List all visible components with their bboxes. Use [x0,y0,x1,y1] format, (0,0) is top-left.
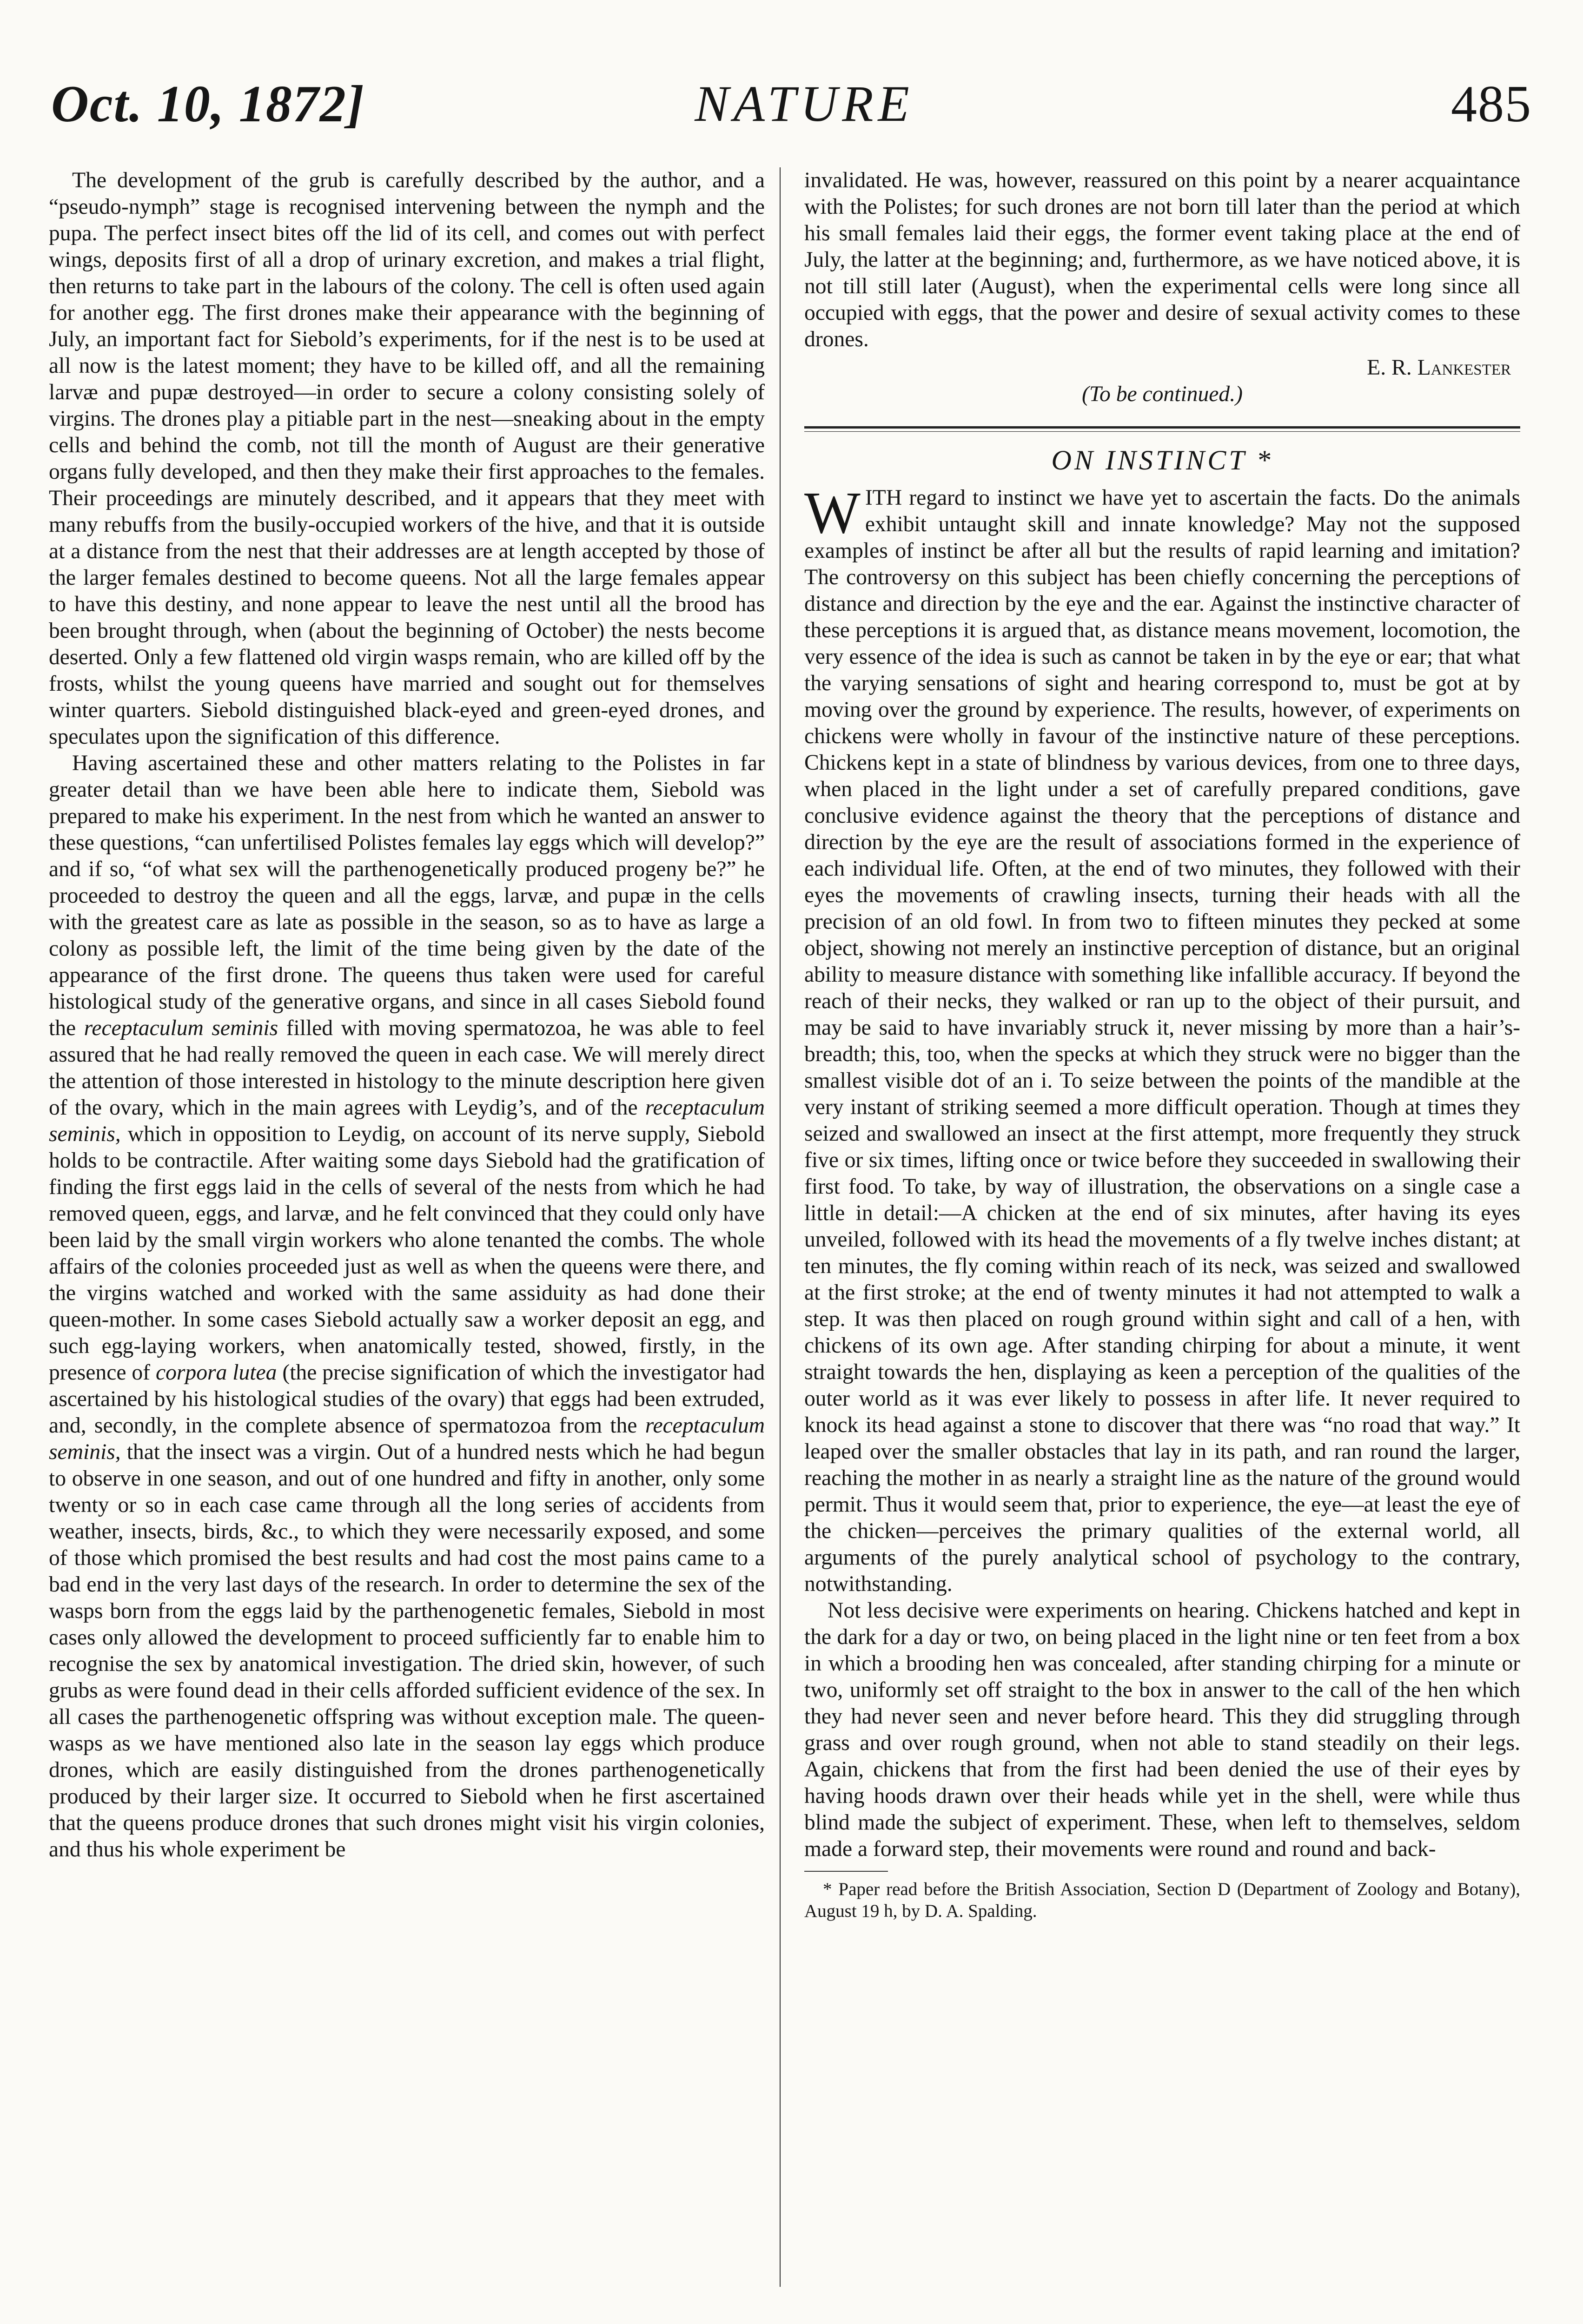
drop-cap: W [804,480,861,546]
page-number: 485 [1451,75,1532,133]
article-title: ON INSTINCT * [1051,445,1273,475]
italic-term: receptaculum seminis [84,1016,278,1040]
author-signature: E. R. Lankester [1367,356,1511,380]
running-head [0,56,1583,149]
footnote: * Paper read before the British Association, Section D (Department of Zoology and Botany), August 19 h, by D. A. Spalding. [804,1879,1520,1921]
footnote-rule [804,1871,888,1872]
left-paragraph-2 [49,750,765,1863]
text-run: The development of the grub is carefully described by the author, and a “pseudo-nymph” stage is recognised intervening between the nymph and the pupa. The perfect insect bites off the lid of its cell, and comes out with perfect wings, deposits first of all a drop of urinary excretion, and makes a trial flight, then returns to take part in the labours of the colony. The cell is often used again for another egg. The first drones make their appearance with the beginning of July, an important fact for Siebold’s experiments, for if the nest is to be used at all now is the latest moment; they have to be killed off, and all the remaining larvæ and pupæ destroyed—in order to secure a colony consisting solely of virgins. The drones play a pitiable part in the nest—sneaking about in the empty cells and behind the comb, not till the month of August are their generative organs fully developed, and then they make their first approaches to the females. Their proceedings are minutely described, and it appears that they meet with many rebuffs from the busily-occupied workers of the hive, and that it is outside at a distance from the nest that their addresses are at length accepted by those of the larger females destined to become queens. Not all the large females appear to have this destiny, and none appear to leave the nest until all the brood has been brought through, when (about the beginning of October) the nests become deserted. Only a few flattened old virgin wasps remain, who are killed off by the frosts, whilst the young queens have married and sought out for themselves winter quarters. Siebold distinguished black-eyed and green-eyed drones, and speculates upon the signification of this difference. [49,168,765,749]
text-run: (the precise signification of which the investigator had ascertained by his histological studies of the ovary) that eggs had been extruded, and, secondly, in the complete absence of spermatozoa from the [49,1360,765,1438]
italic-term: receptaculum seminis, [49,1413,765,1464]
article-paragraph-1 [804,480,1520,1598]
left-paragraph-1 [49,167,765,750]
italic-term: receptaculum seminis, [49,1096,765,1146]
text-run: which in opposition to Leydig, on account of its nerve supply, Siebold holds to be contractile. After waiting some days Siebold had the gratification of finding the first eggs laid in the cells of several of the nests from which he had removed queen, eggs, and larvæ, and he felt convinced that they could only have been laid by the small virgin workers who alone tenanted the combs. The whole affairs of the colonies proceeded just as well as when the queens were there, and the virgins watched and worked with the same assiduity as had done their queen-mother. In some cases Siebold actually saw a worker deposit an egg, and such egg-laying workers, when anatomically tested, showed, firstly, in the presence of [49,1122,765,1385]
italic-term: corpora lutea [155,1360,277,1385]
text-run: filled with moving spermatozoa, he was able to feel assured that he had really removed the queen in each case. We will merely direct the attention of those interested in histology to the minute description here given of the ovary, which in the main agrees with Leydig’s, and of the [49,1016,765,1120]
article-paragraph-1-text: ITH regard to instinct we have yet to ascertain the facts. Do the animals exhibit untaught skill and innate knowledge? May not the supposed examples of instinct be after all but the results of rapid learning and imitation? The controversy on this subject has been chiefly concerning the perceptions of distance and direction by the eye and the ear. Against the instinctive character of these perceptions it is argued that, as distance means movement, locomotion, the very essence of the idea is such as cannot be taken in by the eye or ear; that what the varying sensations of sight and hearing correspond to, must be got at by moving over the ground by experience. The results, however, of experiments on chickens were wholly in favour of the instinctive nature of these perceptions. Chickens kept in a state of blindness by various devices, from one to three days, when placed in the light under a set of carefully prepared conditions, gave conclusive evidence against the theory that the perceptions of distance and direction by the eye are the result of associations formed in the experience of each individual life. Often, at the end of two minutes, they followed with their eyes the movements of crawling insects, turning their heads with all the precision of an old fowl. In from two to fifteen minutes they pecked at some object, showing not merely an instinctive perception of distance, but an original ability to measure distance with something like infallible accuracy. If beyond the reach of their necks, they walked or ran up to the object of their pursuit, and may be said to have invariably struck it, never missing by more than a hair’s-breadth; this, too, when the specks at which they struck were no bigger than the smallest visible dot of an i. To seize between the points of the mandible at the very instant of striking seemed a more difficult operation. Though at times they seized and swallowed an insect at the first attempt, more frequently they struck five or six times, lifting once or twice before they succeeded in swallowing their first food. To take, by way of illustration, the observations on a single case a little in detail:—A chicken at the end of six minutes, after having its eyes unveiled, followed with its head the movements of a fly twelve inches distant; at ten minutes, the fly coming within reach of its neck, was seized and swallowed at the first stroke; at the end of twenty minutes it had not attempted to walk a step. It was then placed on rough ground within sight and call of a hen, with chickens of its own age. After standing chirping for about a minute, it went straight towards the hen, displaying as keen a perception of the qualities of the outer world as it was ever likely to possess in after life. It never required to knock its head against a stone to discover that there was “no road that way.” It leaped over the smaller obstacles that lay in its path, and ran round the larger, reaching the mother in as nearly a straight line as the nature of the ground would permit. Thus it would seem that, prior to experience, the eye—at least the eye of the chicken—perceives the primary qualities of the external world, all arguments of the purely analytical school of psychology to the contrary, notwithstanding. [804,486,1520,1596]
continued-paragraph: invalidated. He was, however, reassured on this point by a nearer acquaintance with the Polistes; for such drones are not born till later than the period at which his small females laid their eggs, the former event taking place at the end of July, the latter at the beginning; and, furthermore, as we have noticed above, it is not till still later (August), when the experimental cells were long since all occupied with eggs, that the power and desire of sexual activity comes to these drones. [804,168,1520,351]
section-divider [804,426,1520,432]
journal-title: NATURE [695,75,914,132]
right-column [804,167,1520,1922]
to-be-continued-note: (To be continued.) [1082,382,1243,406]
left-column [49,167,765,1863]
text-run: that the insect was a virgin. Out of a hundred nests which he had begun to observe in one season, and out of one hundred and fifty in another, only some twenty or so in each case came through all the long series of accidents from weather, insects, birds, &c., to which they were necessarily exposed, and some of those which promised the best results and had cost the most pains came to a bad end in the very last days of the research. In order to determine the sex of the wasps born from the eggs laid by the parthenogenetic females, Siebold in most cases only allowed the development to proceed sufficiently far to enable him to recognise the sex by anatomical investigation. The dried skin, however, of such grubs as were found dead in their cells afforded sufficient evidence of the sex. In all cases the parthenogenetic offspring was without exception male. The queen-wasps as we have mentioned also late in the season lay eggs which produce drones, which are easily distinguished from the drones parthenogenetically produced by their larger size. It occurred to Siebold when he first ascertained that the queens produce drones that such drones might visit his virgin colonies, and thus his whole experiment be [49,1440,765,1862]
text-run: Having ascertained these and other matters relating to the Polistes in far greater detail than we have been able here to indicate them, Siebold was prepared to make his experiment. In the nest from which he wanted an answer to these questions, “can unfertilised Polistes females lay eggs which will develop?” and if so, “of what sex will the parthenogenetically produced progeny be?” he proceeded to destroy the queen and all the eggs, larvæ, and pupæ in the cells with the greatest care as late as possible in the season, so as to have as large a colony as possible left, the limit of the time being given by the date of the appearance of the first drone. The queens thus taken were used for careful histological study of the generative organs, and since in all cases Siebold found the [49,751,765,1040]
issue-date: Oct. 10, 1872] [51,75,365,133]
article-paragraph-2: Not less decisive were experiments on hearing. Chickens hatched and kept in the dark for a day or two, on being placed in the light nine or ten feet from a box in which a brooding hen was concealed, after standing chirping for a minute or two, uniformly set off straight to the box in answer to the call of the hen which they had never seen and never before heard. This they did struggling through grass and over rough ground, when not able to stand steadily on their legs. Again, chickens that from the first had been denied the use of their eyes by having hoods drawn over their heads while yet in the shell, were while thus blind made the subject of experiment. These, when left to themselves, seldom made a forward step, their movements were round and round and back- [804,1598,1520,1861]
column-divider [780,167,781,2287]
